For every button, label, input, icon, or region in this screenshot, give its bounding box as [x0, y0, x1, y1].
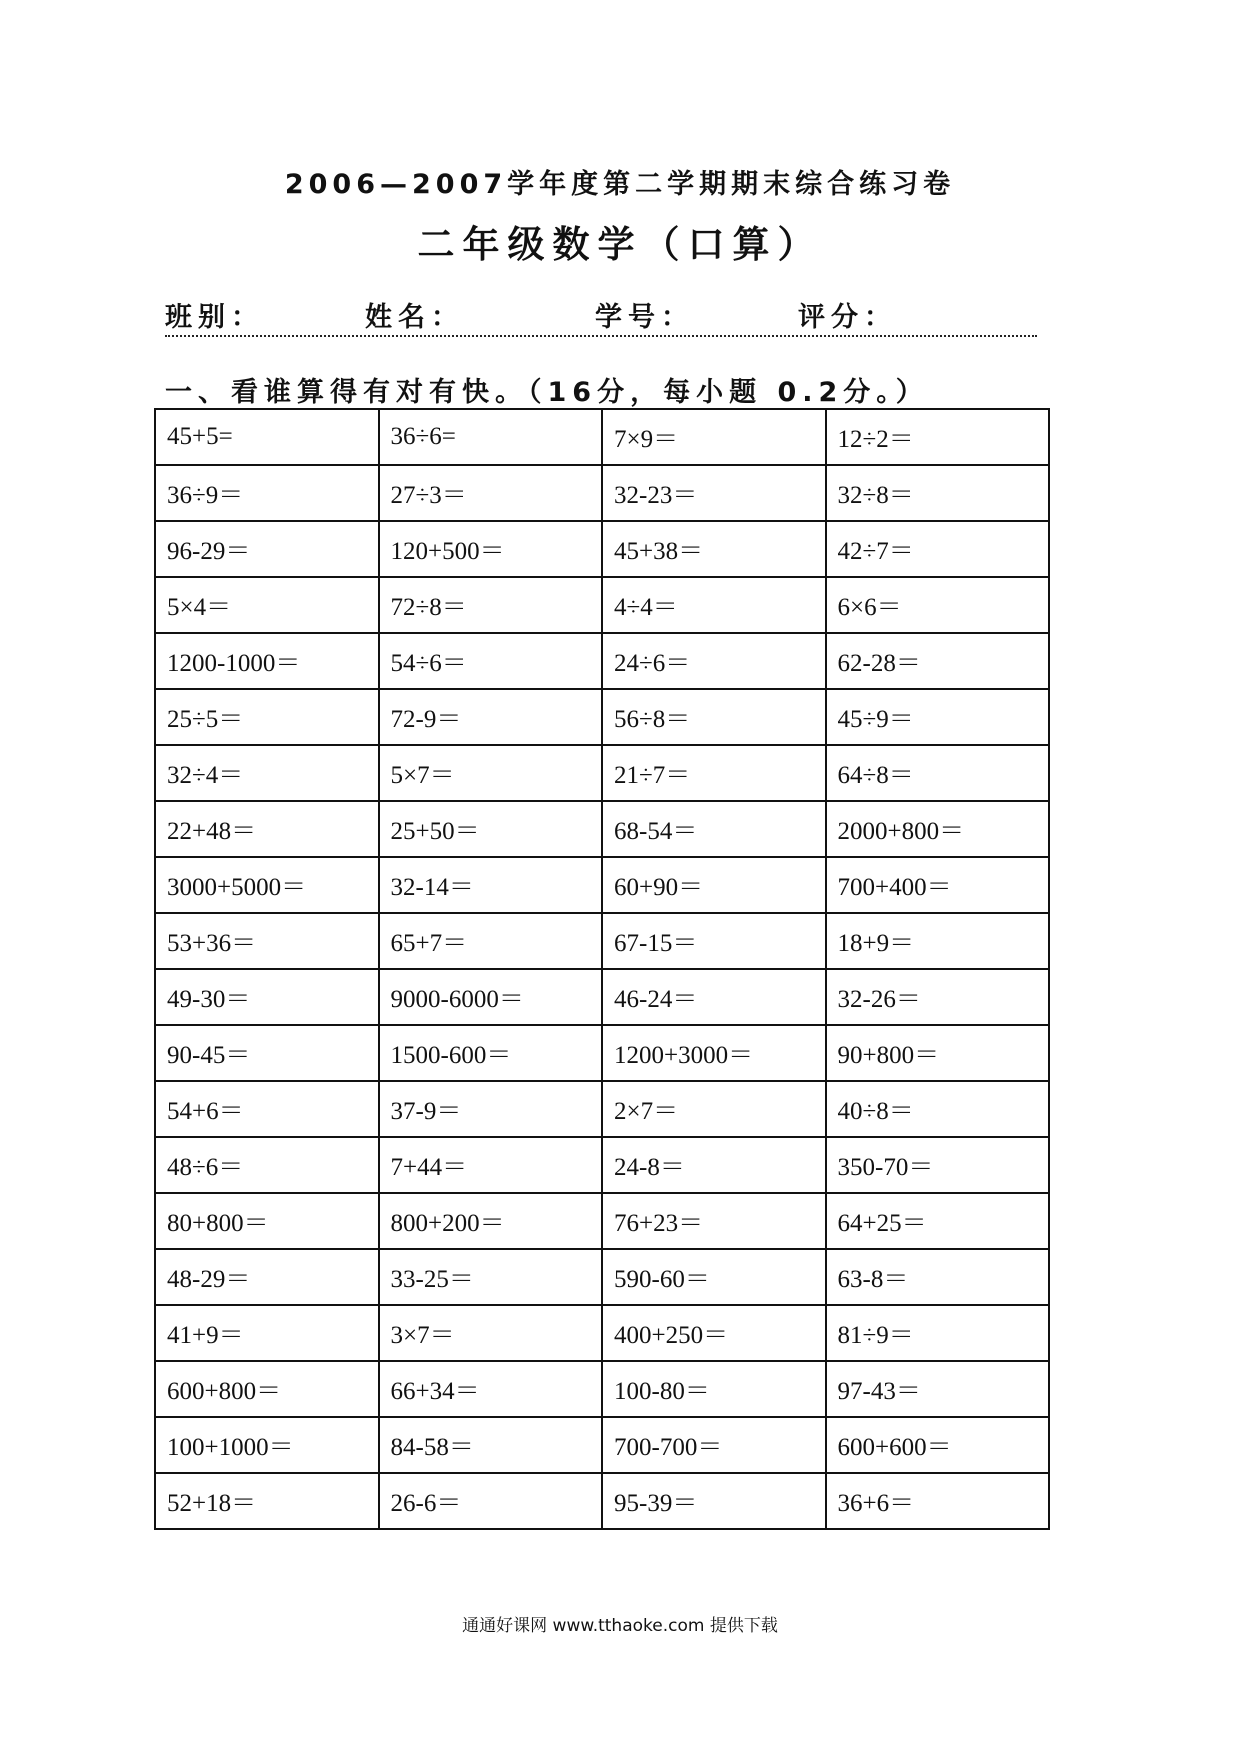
- problem-cell: 33-25＝: [379, 1249, 603, 1305]
- problem-cell: 80+800＝: [155, 1193, 379, 1249]
- exam-title: 2006—2007学年度第二学期期末综合练习卷: [284, 169, 956, 200]
- table-row: [155, 1361, 1049, 1417]
- problem-cell: 49-30＝: [155, 969, 379, 1025]
- problem-cell: 9000-6000＝: [379, 969, 603, 1025]
- problem-table: [154, 408, 1050, 1530]
- problem-cell: 68-54＝: [602, 801, 826, 857]
- problem-cell: 90-45＝: [155, 1025, 379, 1081]
- student-number-label: 学号：: [595, 302, 694, 333]
- problem-cell: 25÷5＝: [155, 689, 379, 745]
- exam-subtitle: 二年级数学（口算）: [417, 223, 823, 266]
- problem-cell: 64+25＝: [826, 1193, 1050, 1249]
- problem-cell: 36÷9＝: [155, 465, 379, 521]
- problem-cell: 90+800＝: [826, 1025, 1050, 1081]
- problem-cell: 22+48＝: [155, 801, 379, 857]
- problem-cell: 97-43＝: [826, 1361, 1050, 1417]
- problem-cell: 36÷6=: [379, 409, 603, 465]
- problem-cell: 60+90＝: [602, 857, 826, 913]
- table-row: [155, 409, 1049, 465]
- table-row: [155, 1249, 1049, 1305]
- footer-credit: 通通好课网 www.tthaoke.com 提供下载: [462, 1616, 778, 1636]
- section-title: 一、看谁算得有对有快。（16分，每小题 0.2分。）: [165, 377, 929, 408]
- table-row: [155, 913, 1049, 969]
- problem-cell: 350-70＝: [826, 1137, 1050, 1193]
- problem-cell: 21÷7＝: [602, 745, 826, 801]
- problem-cell: 45+38＝: [602, 521, 826, 577]
- problem-cell: 1500-600＝: [379, 1025, 603, 1081]
- problem-cell: 600+600＝: [826, 1417, 1050, 1473]
- problem-cell: 32-14＝: [379, 857, 603, 913]
- problem-cell: 2×7＝: [602, 1081, 826, 1137]
- name-label: 姓名：: [365, 302, 464, 333]
- problem-cell: 48-29＝: [155, 1249, 379, 1305]
- table-row: [155, 1417, 1049, 1473]
- problem-cell: 96-29＝: [155, 521, 379, 577]
- problem-cell: 27÷3＝: [379, 465, 603, 521]
- problem-cell: 84-58＝: [379, 1417, 603, 1473]
- table-row: [155, 1193, 1049, 1249]
- problem-cell: 72÷8＝: [379, 577, 603, 633]
- problem-cell: 1200-1000＝: [155, 633, 379, 689]
- problem-cell: 37-9＝: [379, 1081, 603, 1137]
- problem-cell: 62-28＝: [826, 633, 1050, 689]
- problem-cell: 54+6＝: [155, 1081, 379, 1137]
- table-row: [155, 801, 1049, 857]
- problem-cell: 120+500＝: [379, 521, 603, 577]
- problem-cell: 24÷6＝: [602, 633, 826, 689]
- table-row: [155, 969, 1049, 1025]
- problem-cell: 2000+800＝: [826, 801, 1050, 857]
- problem-cell: 52+18＝: [155, 1473, 379, 1529]
- table-row: [155, 521, 1049, 577]
- table-row: [155, 1081, 1049, 1137]
- problem-cell: 100+1000＝: [155, 1417, 379, 1473]
- problem-cell: 5×7＝: [379, 745, 603, 801]
- problem-cell: 45÷9＝: [826, 689, 1050, 745]
- problem-cell: 72-9＝: [379, 689, 603, 745]
- table-row: [155, 1473, 1049, 1529]
- problem-cell: 45+5=: [155, 409, 379, 465]
- score-label: 评分：: [798, 302, 897, 333]
- problem-cell: 700+400＝: [826, 857, 1050, 913]
- problem-cell: 26-6＝: [379, 1473, 603, 1529]
- table-row: [155, 857, 1049, 913]
- problem-cell: 32-26＝: [826, 969, 1050, 1025]
- problem-cell: 42÷7＝: [826, 521, 1050, 577]
- problem-cell: 600+800＝: [155, 1361, 379, 1417]
- problem-cell: 32-23＝: [602, 465, 826, 521]
- table-row: [155, 465, 1049, 521]
- student-info-row: [165, 295, 1037, 337]
- table-row: [155, 1025, 1049, 1081]
- table-row: [155, 689, 1049, 745]
- problem-cell: 36+6＝: [826, 1473, 1050, 1529]
- problem-cell: 67-15＝: [602, 913, 826, 969]
- problem-cell: 95-39＝: [602, 1473, 826, 1529]
- problem-cell: 53+36＝: [155, 913, 379, 969]
- problem-cell: 32÷4＝: [155, 745, 379, 801]
- problem-cell: 64÷8＝: [826, 745, 1050, 801]
- problem-cell: 63-8＝: [826, 1249, 1050, 1305]
- problem-cell: 48÷6＝: [155, 1137, 379, 1193]
- problem-cell: 700-700＝: [602, 1417, 826, 1473]
- problem-cell: 40÷8＝: [826, 1081, 1050, 1137]
- table-row: [155, 633, 1049, 689]
- table-row: [155, 745, 1049, 801]
- problem-cell: 66+34＝: [379, 1361, 603, 1417]
- problem-cell: 65+7＝: [379, 913, 603, 969]
- problem-cell: 81÷9＝: [826, 1305, 1050, 1361]
- problem-cell: 3000+5000＝: [155, 857, 379, 913]
- problem-cell: 76+23＝: [602, 1193, 826, 1249]
- problem-cell: 400+250＝: [602, 1305, 826, 1361]
- problem-cell: 100-80＝: [602, 1361, 826, 1417]
- problem-cell: 1200+3000＝: [602, 1025, 826, 1081]
- problem-cell: 6×6＝: [826, 577, 1050, 633]
- problem-cell: 5×4＝: [155, 577, 379, 633]
- problem-cell: 12÷2＝: [826, 409, 1050, 465]
- problem-cell: 3×7＝: [379, 1305, 603, 1361]
- problem-cell: 800+200＝: [379, 1193, 603, 1249]
- table-row: [155, 577, 1049, 633]
- problem-cell: 7×9＝: [602, 409, 826, 465]
- problem-cell: 7+44＝: [379, 1137, 603, 1193]
- problem-cell: 46-24＝: [602, 969, 826, 1025]
- problem-cell: 56÷8＝: [602, 689, 826, 745]
- table-row: [155, 1305, 1049, 1361]
- problem-cell: 24-8＝: [602, 1137, 826, 1193]
- problem-cell: 590-60＝: [602, 1249, 826, 1305]
- problem-cell: 25+50＝: [379, 801, 603, 857]
- problem-cell: 41+9＝: [155, 1305, 379, 1361]
- problem-cell: 18+9＝: [826, 913, 1050, 969]
- class-label: 班别：: [165, 302, 264, 333]
- problem-cell: 4÷4＝: [602, 577, 826, 633]
- problem-cell: 54÷6＝: [379, 633, 603, 689]
- table-row: [155, 1137, 1049, 1193]
- problem-cell: 32÷8＝: [826, 465, 1050, 521]
